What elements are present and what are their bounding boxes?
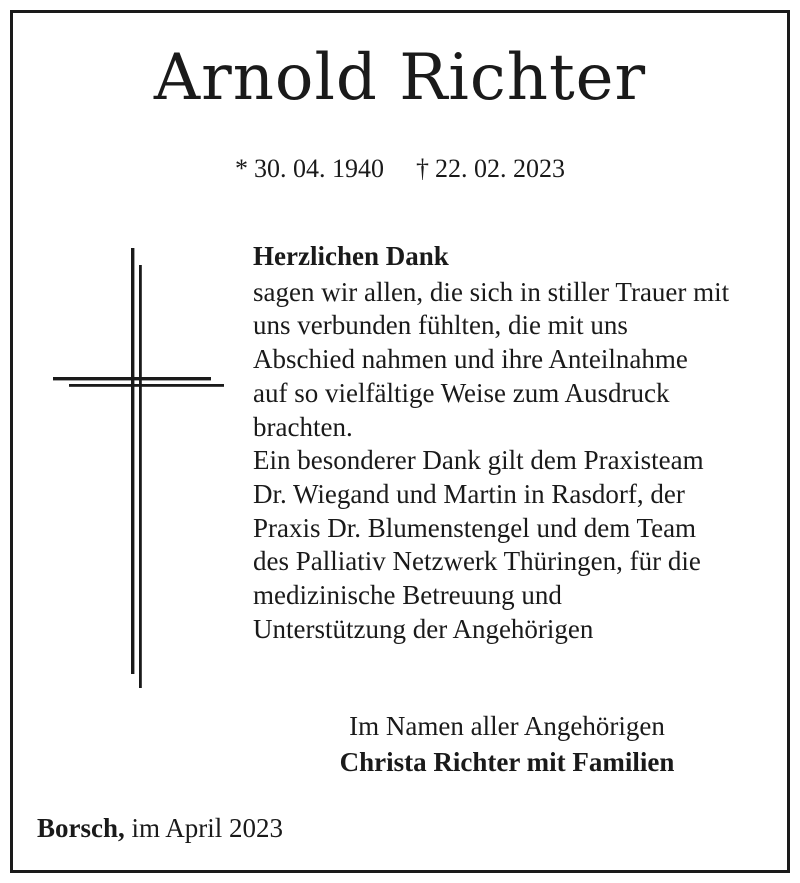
cross-horizontal-bar-1	[53, 377, 211, 380]
cross-icon	[50, 248, 230, 693]
birth-star-icon: *	[235, 154, 248, 183]
deceased-name: Arnold Richter	[153, 41, 647, 115]
signature-intro: Im Namen aller Angehörigen	[349, 711, 665, 741]
thanks-line: medizinische Betreuung und	[253, 580, 562, 611]
thanks-heading: Herzlichen Dank	[253, 241, 449, 271]
thanks-line: uns verbunden fühlten, die mit uns	[253, 310, 628, 341]
thanks-line: auf so vielfältige Weise zum Ausdruck	[253, 377, 670, 408]
death-date: 22. 02. 2023	[435, 154, 565, 183]
signature-block	[0, 708, 800, 780]
place-date	[37, 810, 283, 846]
thanks-line: Dr. Wiegand und Martin in Rasdorf, der	[253, 478, 685, 509]
place-name: Borsch,	[37, 813, 125, 843]
life-dates	[0, 152, 800, 186]
thanks-line: Abschied nahmen und ihre Anteilnahme	[253, 344, 688, 375]
thanks-line: Ein besonderer Dank gilt dem Praxisteam	[253, 445, 704, 476]
death-dagger-icon: †	[416, 154, 429, 183]
thanks-line: des Palliativ Netzwerk Thüringen, für die	[253, 546, 701, 577]
thanks-line: sagen wir allen, die sich in stiller Trauer mit	[253, 276, 730, 307]
date-line: im April 2023	[131, 813, 284, 843]
cross-vertical-bar-2	[139, 265, 142, 688]
cross-vertical-bar-1	[131, 248, 134, 674]
cross-horizontal-bar-2	[69, 384, 224, 387]
thanks-line: Praxis Dr. Blumenstengel und dem Team	[253, 512, 697, 543]
signature-name: Christa Richter mit Familien	[339, 747, 675, 777]
thanks-text	[253, 240, 783, 646]
thanks-line: Unterstützung der Angehörigen	[253, 613, 594, 644]
birth-date: 30. 04. 1940	[254, 154, 384, 183]
thanks-line: brachten.	[253, 411, 353, 442]
